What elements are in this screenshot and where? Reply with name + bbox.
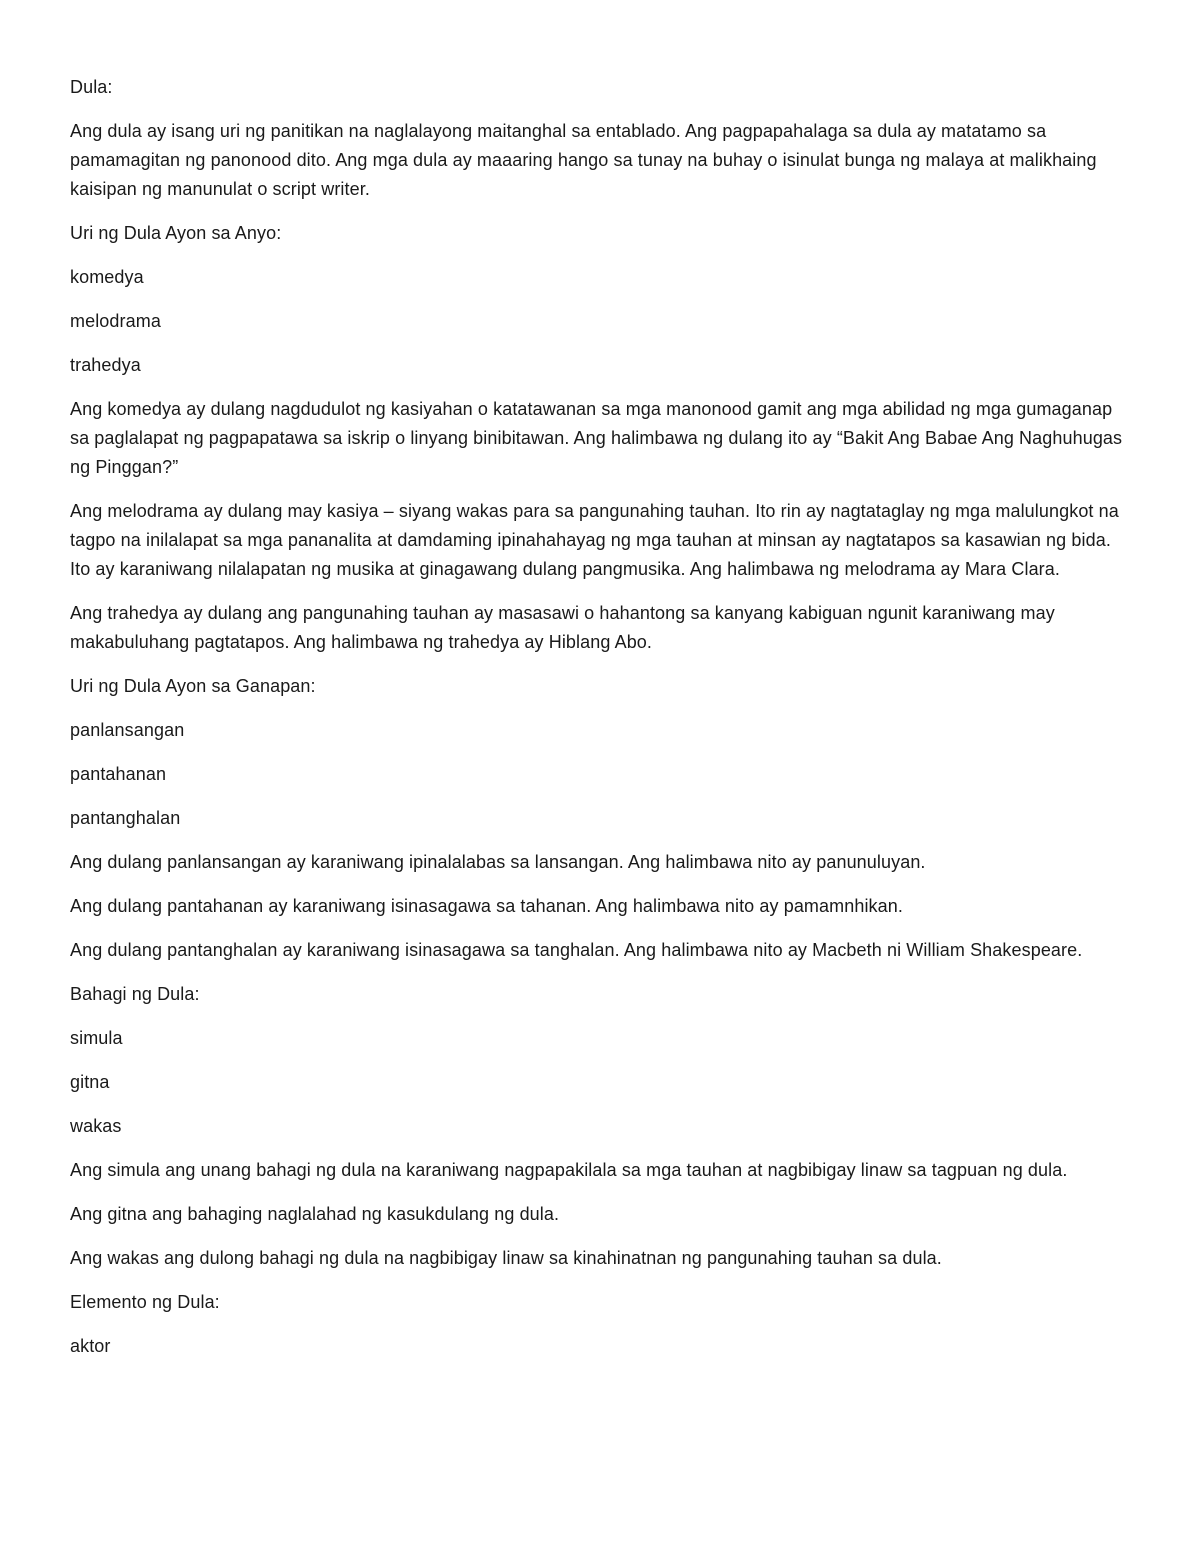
paragraph-pantanghalan: Ang dulang pantanghalan ay karaniwang isinasagawa sa tanghalan. Ang halimbawa nito ay Macbeth ni William Shakespeare. xyxy=(70,940,1083,960)
paragraph-intro: Ang dula ay isang uri ng panitikan na naglalayong maitanghal sa entablado. Ang pagpapahalaga sa dula ay matatamo sa pamamagitan ng panonood dito. Ang mga dula ay maaaring hango sa tunay na buhay o isinulat bunga ng malaya at malikhaing kaisipan ng manunulat o script writer. xyxy=(70,121,1097,199)
paragraph-gitna: Ang gitna ang bahaging naglalahad ng kasukdulang ng dula. xyxy=(70,1204,560,1224)
list-item-wakas: wakas xyxy=(70,1116,122,1136)
heading-elemento-ng-dula: Elemento ng Dula: xyxy=(70,1292,220,1312)
list-item-komedya: komedya xyxy=(70,267,144,287)
list-item-panlansangan: panlansangan xyxy=(70,720,185,740)
paragraph-wakas: Ang wakas ang dulong bahagi ng dula na nagbibigay linaw sa kinahinatnan ng pangunahing tauhan sa dula. xyxy=(70,1248,942,1268)
heading-uri-ayon-sa-ganapan: Uri ng Dula Ayon sa Ganapan: xyxy=(70,676,316,696)
paragraph-simula: Ang simula ang unang bahagi ng dula na karaniwang nagpapakilala sa mga tauhan at nagbibigay linaw sa tagpuan ng dula. xyxy=(70,1160,1068,1180)
list-item-pantanghalan: pantanghalan xyxy=(70,808,181,828)
heading-uri-ayon-sa-anyo: Uri ng Dula Ayon sa Anyo: xyxy=(70,223,282,243)
list-item-gitna: gitna xyxy=(70,1072,110,1092)
list-item-simula: simula xyxy=(70,1028,123,1048)
list-item-trahedya: trahedya xyxy=(70,355,141,375)
paragraph-komedya: Ang komedya ay dulang nagdudulot ng kasiyahan o katatawanan sa mga manonood gamit ang mga abilidad ng mga gumaganap sa paglalapat ng pagpapatawa sa iskrip o linyang binibitawan. Ang halimbawa ng dulang ito ay “Bakit Ang Babae Ang Naghuhugas ng Pinggan?” xyxy=(70,399,1123,477)
paragraph-pantahanan: Ang dulang pantahanan ay karaniwang isinasagawa sa tahanan. Ang halimbawa nito ay pamamnhikan. xyxy=(70,896,903,916)
list-item-pantahanan: pantahanan xyxy=(70,764,167,784)
paragraph-panlansangan: Ang dulang panlansangan ay karaniwang ipinalalabas sa lansangan. Ang halimbawa nito ay panunuluyan. xyxy=(70,852,926,872)
list-item-aktor: aktor xyxy=(70,1336,111,1356)
document-page xyxy=(70,73,1130,1376)
heading-bahagi-ng-dula: Bahagi ng Dula: xyxy=(70,984,200,1004)
paragraph-melodrama: Ang melodrama ay dulang may kasiya – siyang wakas para sa pangunahing tauhan. Ito rin ay nagtataglay ng mga malulungkot na tagpo na inilalapat sa mga pananalita at damdaming ipinahahayag ng mga tauhan at minsan ay nagtatapos sa kasawian ng bida. Ito ay karaniwang nilalapatan ng musika at ginagawang dulang pangmusika. Ang halimbawa ng melodrama ay Mara Clara. xyxy=(70,501,1119,579)
heading-dula: Dula: xyxy=(70,77,113,97)
list-item-melodrama: melodrama xyxy=(70,311,161,331)
paragraph-trahedya: Ang trahedya ay dulang ang pangunahing tauhan ay masasawi o hahantong sa kanyang kabiguan ngunit karaniwang may makabuluhang pagtatapos. Ang halimbawa ng trahedya ay Hiblang Abo. xyxy=(70,603,1055,652)
